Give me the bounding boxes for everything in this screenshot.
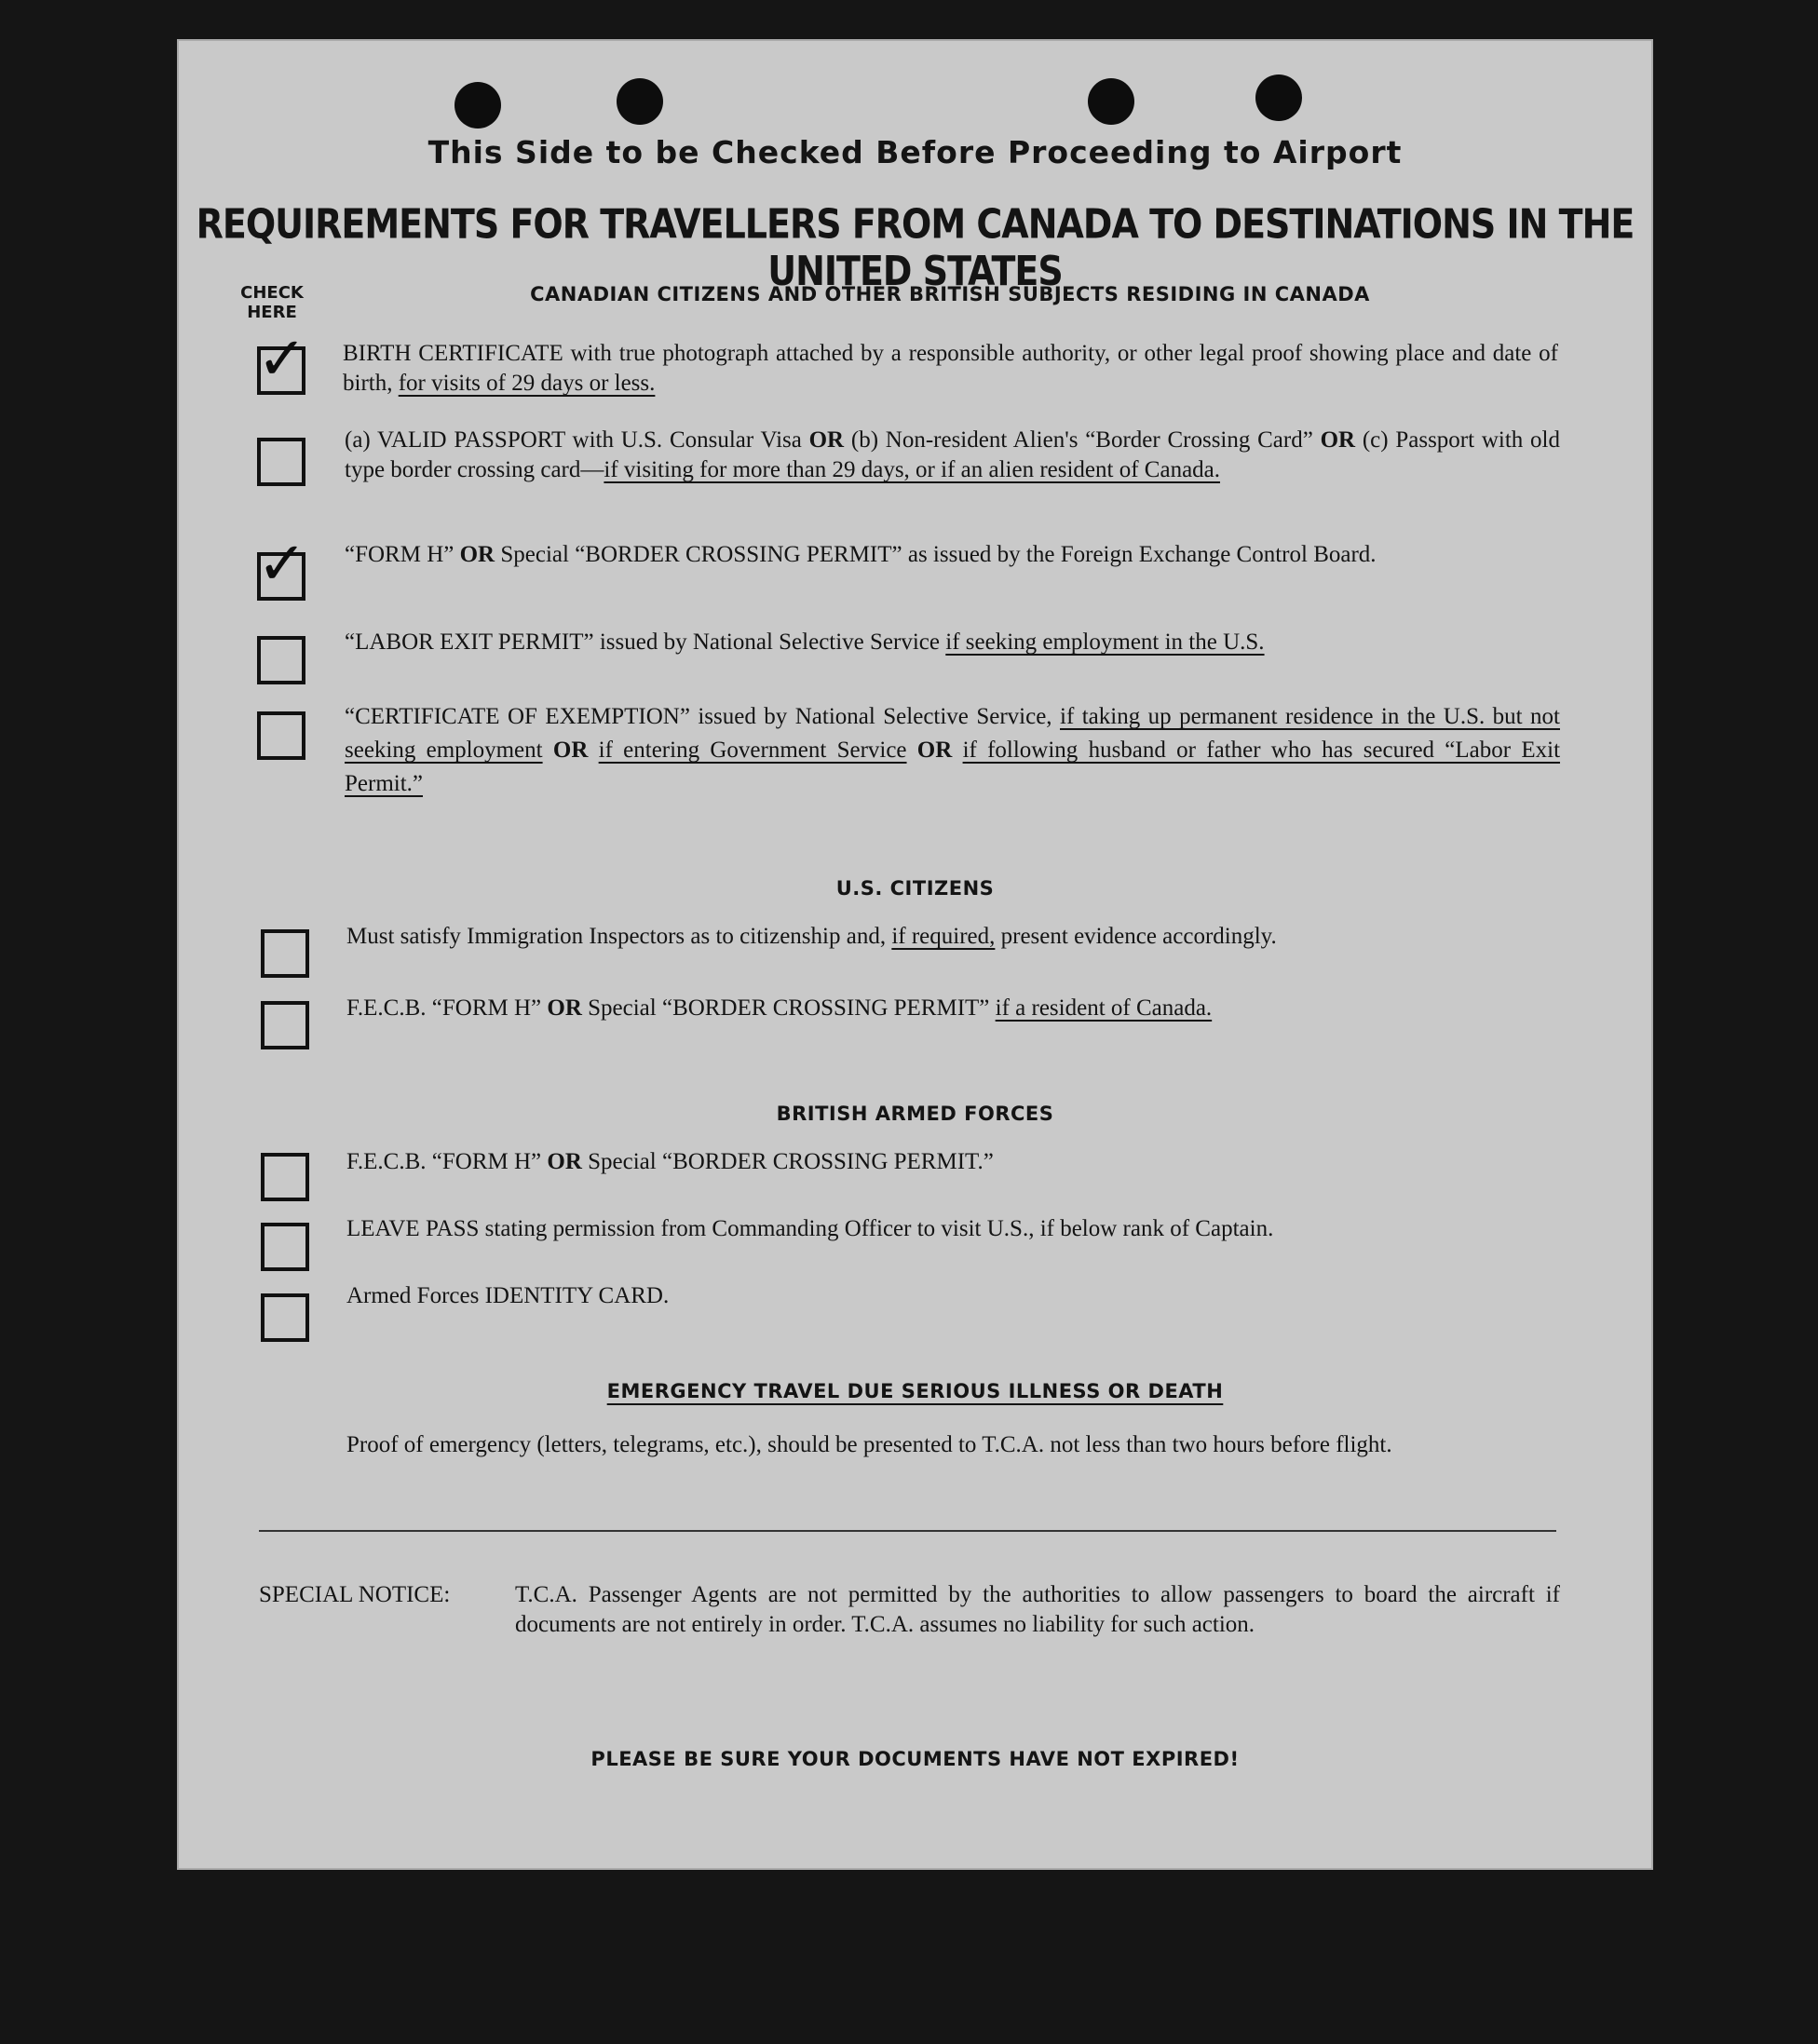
- checkbox-identity-card[interactable]: [261, 1293, 309, 1342]
- checkbox-armed-form-h[interactable]: [261, 1153, 309, 1201]
- section-heading-canadian: CANADIAN CITIZENS AND OTHER BRITISH SUBJECTS RESIDING IN CANADA: [530, 283, 1370, 305]
- checkbox-leave-pass[interactable]: [261, 1223, 309, 1271]
- checkbox-us-form-h[interactable]: [261, 1001, 309, 1049]
- item-us-form-h: F.E.C.B. “FORM H” OR Special “BORDER CROSSING PERMIT” if a resident of Canada.: [346, 995, 1213, 1021]
- item-labor-exit-permit: “LABOR EXIT PERMIT” issued by National Selective Service if seeking employment in the U.S.: [345, 629, 1265, 655]
- section-heading-british-armed-forces: BRITISH ARMED FORCES: [776, 1103, 1054, 1125]
- item-certificate-of-exemption: “CERTIFICATE OF EXEMPTION” issued by National Selective Service, if taking up permanent residence in the U.S. but not seeking employment OR if entering Government Service OR if following husband or father who has secured “Labor Exit Permit.”: [345, 704, 1561, 796]
- checkbox-us-immigration[interactable]: [261, 929, 309, 978]
- punch-hole: [1255, 74, 1302, 121]
- checkbox-passport[interactable]: [257, 438, 305, 486]
- emergency-text: Proof of emergency (letters, telegrams, etc.), should be presented to T.C.A. not less than two hours before flight.: [346, 1432, 1392, 1457]
- special-notice-label: SPECIAL NOTICE:: [259, 1582, 451, 1607]
- section-heading-us-citizens: U.S. CITIZENS: [835, 877, 995, 900]
- punch-hole: [1088, 78, 1134, 125]
- item-us-immigration: Must satisfy Immigration Inspectors as to citizenship and, if required, present evidence accordingly.: [346, 924, 1277, 949]
- item-birth-certificate: BIRTH CERTIFICATE with true photograph attached by a responsible authority, or other legal proof showing place and date of birth, for visits of 29 days or less.: [343, 341, 1558, 396]
- checkmark-icon: ✓: [257, 530, 307, 599]
- item-armed-form-h: F.E.C.B. “FORM H” OR Special “BORDER CROSSING PERMIT.”: [346, 1149, 994, 1174]
- punch-hole: [454, 82, 501, 129]
- document-page: [177, 39, 1653, 1870]
- item-leave-pass: LEAVE PASS stating permission from Commanding Officer to visit U.S., if below rank of Captain.: [346, 1216, 1274, 1241]
- top-note: This Side to be Checked Before Proceeding to Airport: [427, 134, 1403, 170]
- item-passport: (a) VALID PASSPORT with U.S. Consular Visa OR (b) Non-resident Alien's “Border Crossing Card” OR (c) Passport with old type border crossing card—if visiting for more than 29 days, or if an alien resident of Canada.: [345, 427, 1560, 482]
- checkbox-certificate-of-exemption[interactable]: [257, 711, 305, 760]
- item-identity-card: Armed Forces IDENTITY CARD.: [346, 1283, 670, 1308]
- item-form-h: “FORM H” OR Special “BORDER CROSSING PERMIT” as issued by the Foreign Exchange Control Board.: [345, 542, 1377, 567]
- final-note: PLEASE BE SURE YOUR DOCUMENTS HAVE NOT EXPIRED!: [590, 1748, 1240, 1770]
- checkbox-labor-exit-permit[interactable]: [257, 636, 305, 684]
- punch-hole: [617, 78, 663, 125]
- divider: [259, 1530, 1556, 1532]
- special-notice-text: T.C.A. Passenger Agents are not permitted by the authorities to allow passengers to board the aircraft if documents are not entirely in order. T.C.A. assumes no liability for such action.: [515, 1582, 1560, 1637]
- check-here-label: CHECK HERE: [240, 283, 304, 322]
- section-heading-emergency: EMERGENCY TRAVEL DUE SERIOUS ILLNESS OR DEATH: [606, 1380, 1224, 1402]
- checkmark-icon: ✓: [257, 325, 307, 394]
- page-title: REQUIREMENTS FOR TRAVELLERS FROM CANADA TO DESTINATIONS IN THE UNITED STATES: [196, 200, 1635, 295]
